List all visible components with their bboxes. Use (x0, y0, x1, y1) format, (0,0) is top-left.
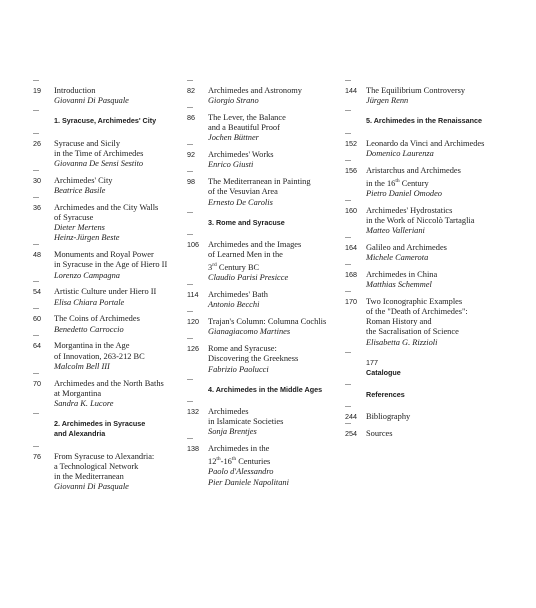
rule-mark: — (345, 349, 351, 356)
entry-title-line: in the Mediterranean (54, 472, 124, 482)
entry-title-line: Syracuse and Sicily (54, 138, 121, 148)
entry-title-line: 3. Rome and Syracuse (208, 217, 285, 227)
toc-entry[interactable] (33, 194, 193, 244)
rule-mark: — (187, 436, 193, 443)
entry-title-line: of Syracuse (54, 213, 94, 223)
entry-title-line: Introduction (54, 86, 96, 95)
entry-title-line: of Learned Men in the (208, 250, 283, 260)
page-number: 76 (33, 451, 41, 461)
toc-section-heading (33, 411, 193, 439)
rule-mark: — (33, 279, 39, 286)
rule-mark: — (345, 108, 351, 115)
toc-column-1 (33, 78, 193, 499)
rule-mark: — (33, 306, 39, 313)
toc-entry[interactable] (187, 282, 347, 310)
toc-entry[interactable] (33, 370, 193, 410)
toc-entry[interactable] (33, 306, 193, 334)
entry-title-line: Archimedes and the City Walls (54, 202, 159, 212)
entry-author: Lorenzo Campagna (54, 270, 120, 280)
entry-title-line: Discovering the Greekness (208, 354, 299, 364)
rule-mark: — (187, 282, 193, 289)
entry-title-line: in Islamicate Societies (208, 417, 284, 427)
rule-mark: — (187, 142, 193, 149)
entry-author: Sonja Brentjes (208, 427, 257, 437)
entry-title-line: The Lever, the Balance (208, 113, 286, 122)
toc-entry[interactable] (33, 279, 193, 307)
toc-entry[interactable] (345, 261, 513, 290)
entry-author: Heinz-Jürgen Beste (54, 233, 120, 243)
toc-section-heading (345, 349, 513, 378)
entry-author: Paolo d'Alessandro (208, 467, 274, 477)
toc-section-heading (187, 376, 347, 395)
page-number: 19 (33, 86, 41, 95)
entry-author: Domenico Laurenza (366, 148, 434, 158)
page-number: 168 (345, 269, 357, 279)
entry-author: Giorgio Strano (208, 96, 259, 106)
page-number: 114 (187, 290, 199, 300)
rule-mark: — (345, 197, 351, 204)
page-number: 152 (345, 138, 357, 148)
entry-author: Enrico Giusti (208, 160, 254, 170)
page-number: 164 (345, 242, 357, 252)
entry-author: Elisa Chiara Portale (54, 297, 125, 307)
entry-title-line: From Syracuse to Alexandria: (54, 451, 155, 461)
page-number: 82 (187, 86, 195, 95)
rule-mark: — (187, 399, 193, 406)
entry-title-line: and a Beautiful Proof (208, 123, 280, 133)
entry-author: Jochen Büttner (208, 133, 259, 143)
entry-title-line: 5. Archimedes in the Renaissance (366, 116, 482, 126)
entry-title-line: 4. Archimedes in the Middle Ages (208, 384, 323, 394)
entry-author: Malcolm Bell III (54, 361, 110, 371)
toc-entry[interactable] (345, 157, 513, 199)
entry-author: Matthias Schemmel (366, 280, 432, 290)
toc-entry[interactable] (345, 130, 513, 159)
entry-author: Claudio Parisi Presicce (208, 273, 289, 283)
page-number: 36 (33, 202, 41, 212)
entry-title-line: Rome and Syracuse: (208, 344, 277, 354)
entry-title-line: The Coins of Archimedes (54, 314, 140, 324)
toc-entry[interactable] (187, 169, 347, 208)
entry-title-line: at Morgantina (54, 388, 102, 398)
toc-column-3 (345, 78, 513, 446)
toc-entry[interactable] (345, 197, 513, 237)
rule-mark: — (33, 167, 39, 174)
toc-entry[interactable] (33, 242, 193, 281)
rule-mark: — (187, 232, 193, 239)
toc-entry[interactable] (187, 336, 347, 375)
entry-title-line: Sources (366, 429, 393, 439)
entry-author: Beatrice Basile (54, 186, 106, 196)
entry-title-line: 2. Archimedes in Syracuse (54, 419, 146, 429)
entry-title-line: and Alexandria (54, 429, 106, 439)
entry-title-line: Archimedes' City (54, 175, 113, 185)
entry-title-line: Archimedes and Astronomy (208, 86, 302, 95)
entry-title-line: 1. Syracuse, Archimedes' City (54, 116, 157, 126)
toc-entry[interactable] (345, 234, 513, 263)
entry-title-line: the Sacralisation of Science (366, 327, 459, 337)
rule-mark: — (187, 105, 193, 111)
entry-title-line: 12th-16th Centuries (208, 456, 271, 467)
rule-mark: — (33, 411, 39, 418)
entry-author: Dieter Mertens (54, 223, 105, 233)
page-number: 26 (33, 138, 41, 148)
page-number: 70 (33, 378, 41, 388)
entry-title-line: Roman History and (366, 317, 432, 327)
entry-author: Elisabetta G. Rizzioli (366, 337, 438, 347)
toc-entry[interactable] (345, 404, 513, 422)
page-number: 120 (187, 317, 199, 327)
entry-title-line: Morgantina in the Age (54, 341, 130, 351)
entry-title-line: The Equilibrium Controversy (366, 86, 466, 95)
entry-title-line: Bibliography (366, 412, 411, 422)
entry-author: Giovanni Di Pasquale (54, 96, 129, 106)
rule-mark: — (345, 421, 351, 428)
entry-author: Matteo Valleriani (366, 226, 425, 236)
rule-mark: — (187, 376, 193, 383)
page-number: 106 (187, 240, 199, 250)
rule-mark: — (345, 404, 351, 411)
toc-entry[interactable] (187, 309, 347, 337)
rule-mark: — (187, 309, 193, 316)
page-number: 98 (187, 177, 195, 187)
page-number: 170 (345, 296, 357, 306)
entry-title-line: Leonardo da Vinci and Archimedes (366, 138, 485, 148)
page-number: 144 (345, 86, 357, 95)
toc-section-heading (345, 382, 513, 400)
toc-column-2 (187, 78, 347, 494)
page-number: 177 (366, 357, 378, 367)
toc-entry[interactable] (33, 78, 193, 106)
page-number: 160 (345, 205, 357, 215)
toc-entry[interactable] (33, 333, 193, 372)
entry-author: Pier Daniele Napolitani (208, 477, 289, 487)
entry-author: Benedetto Carroccio (54, 324, 124, 334)
rule-mark: — (33, 78, 39, 84)
toc-entry[interactable] (187, 232, 347, 284)
toc-section-heading (345, 108, 513, 126)
entry-title-line: Artistic Culture under Hiero II (54, 287, 157, 297)
entry-author: Fabrizio Paolucci (208, 364, 269, 374)
entry-title-line: Archimedes' Hydrostatics (366, 205, 453, 215)
toc-entry[interactable] (187, 399, 347, 438)
entry-title-line: Trajan's Column: Columna Cochlis (208, 317, 327, 327)
rule-mark: — (33, 130, 39, 137)
entry-author: Giovanna De Sensi Sestito (54, 159, 144, 169)
page-number: 156 (345, 165, 357, 175)
entry-title-line: in the Time of Archimedes (54, 148, 144, 158)
entry-author: Giovanni Di Pasquale (54, 482, 129, 492)
rule-mark: — (345, 234, 351, 241)
entry-title-line: in Syracuse in the Age of Hiero II (54, 260, 168, 270)
entry-title-line: Archimedes in China (366, 269, 438, 279)
page-number: 92 (187, 150, 195, 160)
toc-entry[interactable] (33, 130, 193, 170)
page-number: 86 (187, 113, 195, 122)
rule-mark: — (33, 108, 39, 115)
rule-mark: — (33, 370, 39, 377)
rule-mark: — (187, 78, 193, 84)
page-number: 30 (33, 175, 41, 185)
entry-author: Sandra K. Lucore (54, 399, 114, 409)
entry-title-line: in the Work of Niccolò Tartaglia (366, 215, 475, 225)
entry-author: Gianagiacomo Martines (208, 327, 291, 337)
rule-mark: — (33, 333, 39, 340)
entry-title-line: of the "Death of Archimedes": (366, 307, 468, 317)
entry-author: Ernesto De Carolis (208, 197, 273, 207)
rule-mark: — (187, 336, 193, 343)
toc-section-heading (33, 108, 193, 126)
rule-mark: — (33, 194, 39, 201)
page-number: 60 (33, 314, 41, 324)
toc-entry[interactable] (187, 78, 347, 106)
toc-entry[interactable] (345, 78, 513, 106)
entry-title-line: Archimedes' Bath (208, 290, 268, 300)
entry-title-line: Archimedes and the Images (208, 240, 302, 250)
entry-author: Pietro Daniel Omodeo (366, 188, 442, 198)
toc-entry[interactable] (345, 288, 513, 348)
entry-title-line: of the Vesuvian Area (208, 187, 278, 197)
entry-title-line: 3rd Century BC (208, 262, 260, 273)
entry-title-line: Archimedes in the (208, 444, 270, 454)
entry-title-line: Monuments and Royal Power (54, 250, 154, 260)
page-number: 126 (187, 344, 199, 354)
rule-mark: — (33, 443, 39, 450)
rule-mark: — (345, 157, 351, 164)
entry-author: Antonio Becchi (208, 300, 260, 310)
entry-title-line: Catalogue (366, 368, 401, 378)
rule-mark: — (345, 78, 351, 84)
toc-section-heading (187, 209, 347, 228)
rule-mark: — (187, 209, 193, 216)
page-number: 254 (345, 429, 357, 439)
entry-title-line: Galileo and Archimedes (366, 242, 447, 252)
entry-title-line: Archimedes (208, 407, 249, 417)
page-number: 64 (33, 341, 41, 351)
toc-entry[interactable] (187, 142, 347, 170)
rule-mark: — (345, 382, 351, 389)
entry-title-line: Two Iconographic Examples (366, 296, 463, 306)
rule-mark: — (187, 169, 193, 176)
toc-entry[interactable] (33, 167, 193, 196)
entry-title-line: of Innovation, 263-212 BC (54, 351, 145, 361)
toc-entry[interactable] (345, 421, 513, 439)
entry-title-line: in the 16th Century (366, 177, 429, 188)
entry-title-line: a Technological Network (54, 461, 139, 471)
rule-mark: — (345, 261, 351, 268)
rule-mark: — (345, 130, 351, 137)
entry-title-line: Aristarchus and Archimedes (366, 165, 461, 175)
page-number: 244 (345, 412, 357, 422)
entry-author: Michele Camerota (366, 253, 429, 263)
entry-title-line: References (366, 390, 405, 400)
entry-author: Jürgen Renn (366, 96, 409, 106)
page-number: 54 (33, 287, 41, 297)
toc-entry[interactable] (187, 105, 347, 144)
entry-title-line: The Mediterranean in Painting (208, 177, 311, 187)
page-number: 138 (187, 444, 199, 454)
entry-title-line: Archimedes' Works (208, 150, 274, 160)
rule-mark: — (345, 288, 351, 295)
page-number: 48 (33, 250, 41, 260)
page-number: 132 (187, 407, 199, 417)
entry-title-line: Archimedes and the North Baths (54, 378, 164, 388)
rule-mark: — (33, 242, 39, 249)
toc-entry[interactable] (187, 436, 347, 488)
